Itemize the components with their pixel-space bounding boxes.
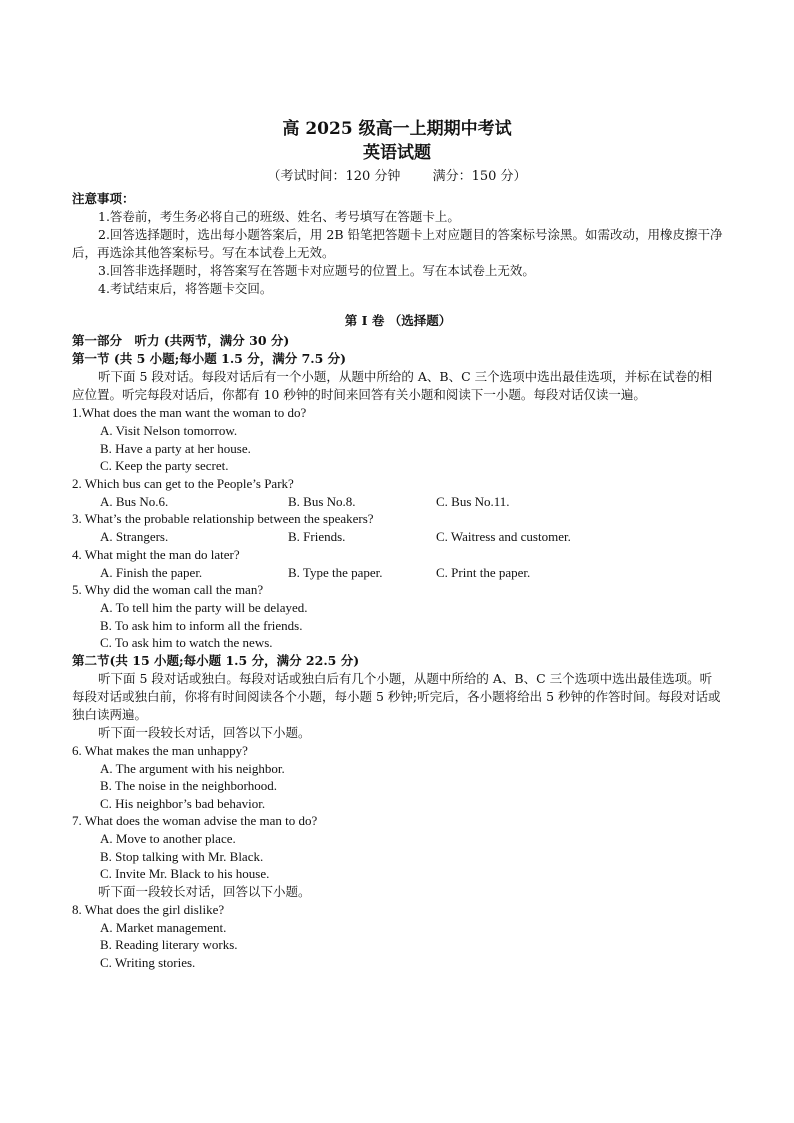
dialogue-lead: 听下面一段较长对话，回答以下小题。 xyxy=(98,883,311,899)
section2-heading: 第二节(共 15 小题;每小题 1.5 分，满分 22.5 分) xyxy=(72,652,360,668)
question-options xyxy=(72,760,724,813)
question-options xyxy=(72,422,724,475)
question-options xyxy=(72,919,724,972)
question-stem: 2. Which bus can get to the People’s Park? xyxy=(72,475,294,491)
option-b: B. Type the paper. xyxy=(288,564,383,580)
exam-time: （考试时间：120 分钟 xyxy=(267,169,401,184)
option-c: C. Keep the party secret. xyxy=(100,458,229,473)
question-stem: 7. What does the woman advise the man to do? xyxy=(72,813,318,828)
question-options xyxy=(72,564,724,582)
volume-heading: 第 I 卷 （选择题） xyxy=(344,313,452,328)
option-c: C. Invite Mr. Black to his house. xyxy=(100,866,270,881)
option-b: B. Reading literary works. xyxy=(100,937,238,952)
exam-header xyxy=(0,118,794,186)
section1-instructions: 听下面 5 段对话。每段对话后有一个小题，从题中所给的 A、B、C 三个选项中选出最佳选项，并标在试卷的相应位置。听完每段对话后，你都有 10 秒钟的时间来回答有关小题和阅读下一小题。每段对话仅读一遍。 xyxy=(72,369,713,402)
question-options xyxy=(72,493,724,511)
exam-subject-title: 英语试题 xyxy=(363,143,431,163)
question-stem: 8. What does the girl dislike? xyxy=(72,901,225,917)
option-a: A. Move to another place. xyxy=(100,831,236,846)
question-stem: 3. What’s the probable relationship between the speakers? xyxy=(72,511,374,526)
question-options xyxy=(72,830,724,883)
option-b: B. Friends. xyxy=(288,529,346,544)
option-a: A. Visit Nelson tomorrow. xyxy=(100,423,238,438)
dialogue-lead: 听下面一段较长对话，回答以下小题。 xyxy=(98,724,311,740)
option-c: C. Print the paper. xyxy=(436,564,531,580)
note-item-2: 2.回答选择题时，选出每小题答案后，用 2B 铅笔把答题卡上对应题目的答案标号涂黑。如需改动，用橡皮擦干净后，再选涂其他答案标号。写在本试卷上无效。 xyxy=(72,227,723,260)
section2-instructions: 听下面 5 段对话或独白。每段对话或独白后有几个小题，从题中所给的 A、B、C 三个选项中选出最佳选项。听每段对话或独白前，你将有时间阅读各个小题，每小题 5 秒钟;听完后，各小题将给出 5 秒钟的作答时间。每段对话或独白读两遍。 xyxy=(72,670,721,722)
note-item-1: 1.答卷前，考生务必将自己的班级、姓名、考号填写在答题卡上。 xyxy=(98,209,460,224)
option-a: A. To tell him the party will be delayed. xyxy=(100,600,308,615)
option-a: A. Strangers. xyxy=(100,529,169,544)
part1-heading: 第一部分 听力 (共两节，满分 30 分) xyxy=(72,333,290,348)
exam-content xyxy=(72,190,724,971)
note-item-4: 4.考试结束后，将答题卡交回。 xyxy=(98,281,273,296)
note-item-3: 3.回答非选择题时，将答案写在答题卡对应题号的位置上。写在本试卷上无效。 xyxy=(98,263,535,278)
option-a: A. The argument with his neighbor. xyxy=(100,760,285,776)
option-c: C. Writing stories. xyxy=(100,954,196,970)
option-a: A. Market management. xyxy=(100,919,227,935)
option-b: B. To ask him to inform all the friends. xyxy=(100,617,303,633)
exam-meta xyxy=(0,168,794,186)
option-c: C. Waitress and customer. xyxy=(436,529,571,544)
question-options xyxy=(72,599,724,652)
option-a: A. Bus No.6. xyxy=(100,493,169,509)
question-stem: 6. What makes the man unhappy? xyxy=(72,742,248,758)
option-b: B. The noise in the neighborhood. xyxy=(100,778,278,793)
question-stem: 4. What might the man do later? xyxy=(72,546,240,562)
section1-heading: 第一节 (共 5 小题;每小题 1.5 分，满分 7.5 分) xyxy=(72,351,347,366)
option-a: A. Finish the paper. xyxy=(100,564,203,580)
question-stem: 5. Why did the woman call the man? xyxy=(72,582,264,597)
question-options xyxy=(72,528,724,546)
option-c: C. To ask him to watch the news. xyxy=(100,635,273,650)
option-b: B. Bus No.8. xyxy=(288,493,356,509)
option-b: B. Have a party at her house. xyxy=(100,440,251,456)
option-c: C. His neighbor’s bad behavior. xyxy=(100,795,266,811)
notes-heading: 注意事项： xyxy=(72,191,135,206)
exam-title: 高 2025 级高一上期期中考试 xyxy=(282,119,512,139)
question-stem: 1.What does the man want the woman to do? xyxy=(72,405,307,420)
option-b: B. Stop talking with Mr. Black. xyxy=(100,848,264,864)
exam-score: 满分：150 分） xyxy=(432,169,527,184)
option-c: C. Bus No.11. xyxy=(436,493,510,509)
